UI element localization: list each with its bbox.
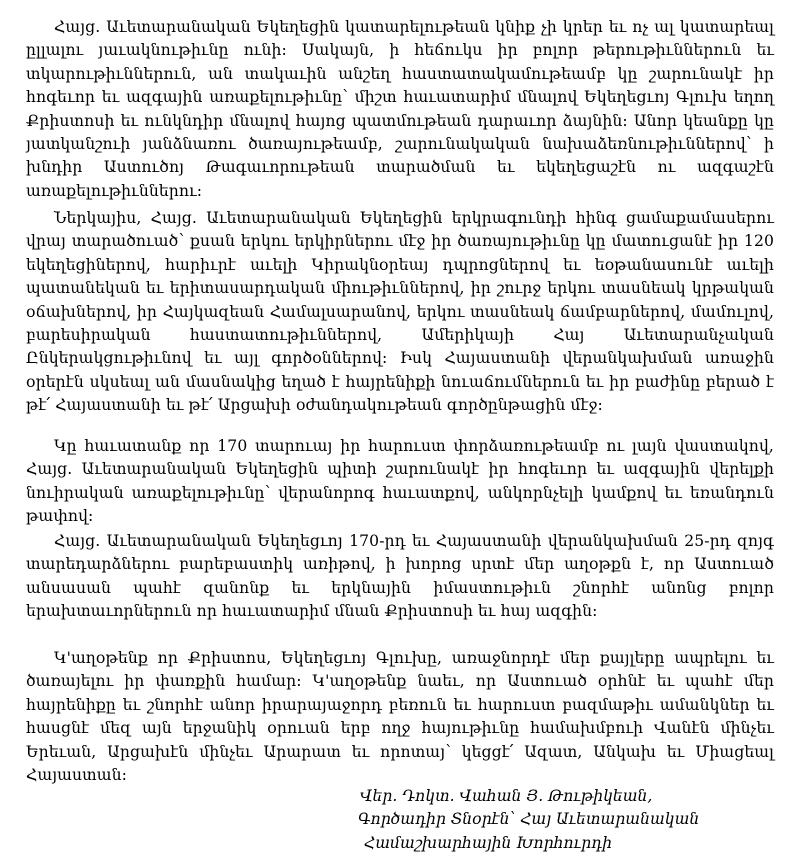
paragraph-4: Հայց. Աւետարանական Եկեղեցւոյ 170-րդ եւ Հայաստանի վերանկախման 25-րդ զոյգ տարեդարձներու բարեբաստիկ առիթով, ի խորոց սրտէ մեր աղօթքն է, որ Աստուած անսասան պահէ զանոնք եւ երկնային իմաստութիւն շնորհէ անոնց բոլոր երախտաւորներուն որ հաւատարիմ մնան Քրիստոսի եւ հայ ազգին:	[26, 532, 774, 621]
signature-organization: Համաշխարհային Խորհուրդի	[364, 833, 612, 852]
paragraph-5: Կ'աղօթենք որ Քրիստոս, Եկեղեցւոյ Գլուխը, առաջնորդէ մեր քայլերը ապրելու եւ ծառայելու իր փառքին համար: Կ'աղօթենք նաեւ, որ Աստուած օրհնէ եւ պահէ մեր հայրենիքը եւ շնորհէ անոր իրարայաջորդ բեռուն եւ հարուստ բազմաթիւ ամանկներ եւ հասցնէ մեզ այն երջանիկ օրուան երբ ողջ հայութիւնը համախմբուի Վանէն մինչեւ Երեւան, Արցախէն մինչեւ Արարատ եւ որոտայ՝ կեցցէ՛ Ազատ, Անկախ եւ Միացեալ Հայաստան:	[26, 649, 774, 785]
paragraph-3: Կը հաւատանք որ 170 տարուայ իր հարուստ փորձառութեամբ ու լայն վաստակով, Հայց. Աւետարանական Եկեղեցին պիտի շարունակէ իր հոգեւոր եւ ազգային վերելքի նուիրական առաքելութիւնը՝ վերանորոգ հաւատքով, անկորնչելի կամքով եւ եռանդուն թափով:	[26, 437, 774, 526]
signature-name: Վեր. Դոկտ. Վահան Յ. Թութիկեան,	[360, 787, 653, 805]
signature-block	[358, 785, 699, 855]
paragraph-2: Ներկայիս, Հայց. Աւետարանական Եկեղեցին երկրագունդի հինգ ցամաքամասերու վրայ տարածուած՝ քսան երկու երկիրներու մէջ իր ծառայութիւնը կը մատուցանէ իր 120 եկեղեցիներով, հարիւրէ աւելի Կիրակնօրեայ դպրոցներով եւ եօթանասունէ աւելի պատանեկան եւ երիտասարդական միութիւններով, իր շուրջ երկու տասնեակ կրթական օճախներով, իր Հայկազեան Համալսարանով, երկու տասնեակ ճամբարներով, մամուլով, բարեսիրական հաստատութիւններով, Ամերիկայի Հայ Աւետարանչական Ընկերակցութիւնով եւ այլ գործօններով: Իսկ Հայաստանի վերանկախման առաջին օրերէն սկսեալ ան մասնակից եղած է հայրենիքի նուաճումներուն եւ իր բաժինը բերած է թէ՛ Հայաստանի եւ թէ՛ Արցախի օժանդակութեան գործընթացին մէջ:	[26, 209, 774, 415]
paragraph-1: Հայց. Աւետարանական Եկեղեցին կատարելութեան կնիք չի կրեր եւ ոչ ալ կատարեալ ըլլալու յաւակնութիւնը ունի: Սակայն, ի հեճուկս իր բոլոր թերութիւններուն եւ տկարութիւններուն, ան տակաւին անշեղ հաստատակամութեամբ կը շարունակէ իր հոգեւոր եւ ազգային առաքելութիւնը՝ միշտ հաւատարիմ մնալով Եկեղեցւոյ Գլուխ եղող Քրիստոսի եւ ունկնդիր մնալով հայոց պատմութեան դարաւոր ձայնին: Անոր կեանքը կը յատկանշուի յանձնառու ծառայութեամբ, շարունակական նախաձեռնութիւններով՝ ի խնդիր Աստուծոյ Թագաւորութեան տարածման եւ եկեղեցաշէն ու ազգաշէն առաքելութիւններու:	[26, 18, 774, 200]
signature-title: Գործադիր Տնօրէն՝ Հայ Աւետարանական	[358, 810, 700, 829]
